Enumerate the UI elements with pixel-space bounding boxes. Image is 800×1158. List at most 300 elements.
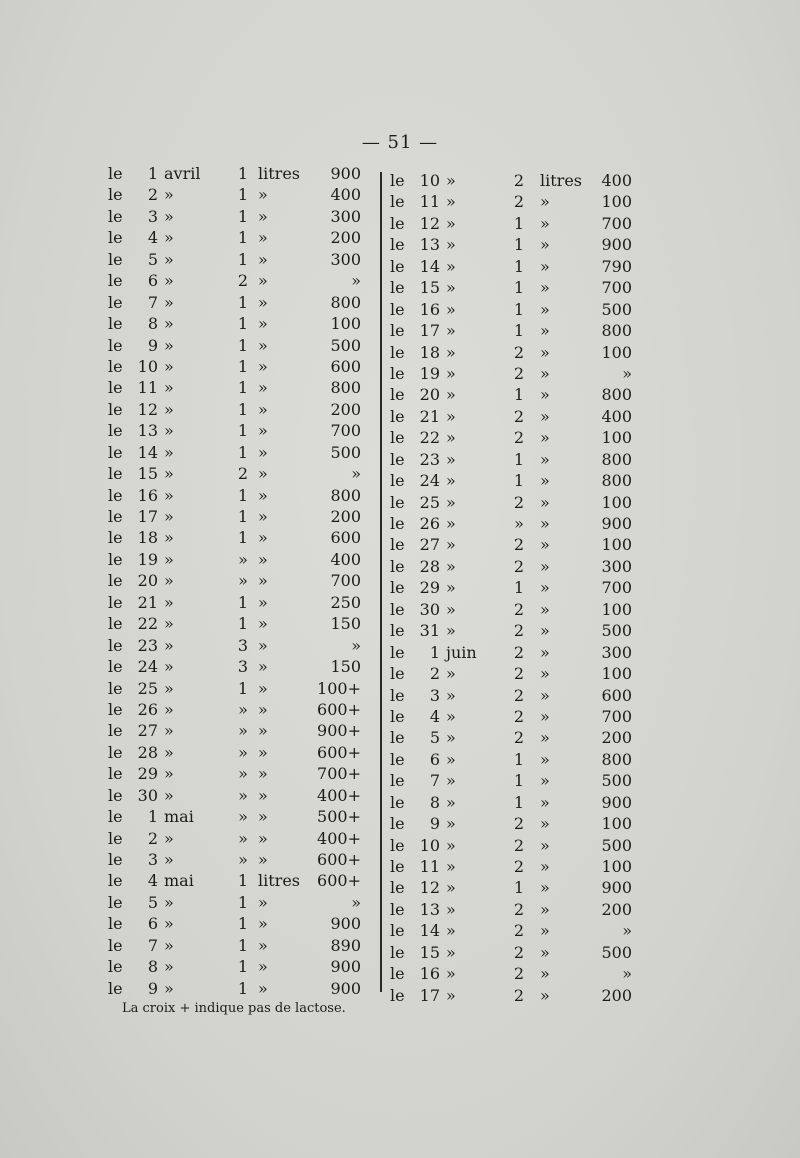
row-amount: 400 — [330, 549, 361, 569]
row-unit: » — [258, 528, 268, 548]
row-unit: » — [540, 985, 550, 1005]
row-day: 12 — [419, 213, 440, 233]
row-le: le — [390, 664, 405, 684]
row-le: le — [108, 206, 123, 226]
row-le: le — [108, 657, 123, 677]
row-liters: » — [238, 807, 248, 827]
row-amount: 900 — [330, 914, 361, 934]
row-le: le — [108, 528, 123, 548]
row-le: le — [390, 406, 405, 426]
row-unit: » — [540, 771, 550, 791]
row-amount: 800 — [330, 485, 361, 505]
row-month: » — [164, 892, 174, 912]
row-month: » — [164, 507, 174, 526]
row-month: » — [164, 335, 174, 355]
row-day: 23 — [419, 449, 440, 469]
row-le: le — [390, 299, 405, 319]
row-unit: » — [258, 828, 268, 848]
row-le: le — [108, 314, 123, 334]
row-day: 30 — [137, 785, 158, 805]
row-unit: » — [540, 363, 550, 383]
row-day: 24 — [137, 657, 158, 677]
row-unit: » — [540, 664, 550, 684]
row-liters: 1 — [513, 299, 525, 319]
row-day: 14 — [419, 256, 440, 276]
row-liters: 1 — [237, 314, 249, 334]
row-amount: 100 — [601, 599, 632, 619]
row-month: » — [164, 657, 174, 677]
row-le: le — [390, 492, 405, 512]
row-le: le — [390, 942, 405, 962]
row-month: » — [164, 399, 174, 419]
row-month: » — [164, 850, 174, 869]
row-liters: » — [238, 785, 248, 805]
row-liters: 1 — [513, 471, 525, 491]
row-month: » — [164, 957, 174, 977]
row-liters: » — [238, 850, 248, 869]
row-le: le — [390, 749, 405, 769]
row-liters: 2 — [513, 192, 525, 212]
row-le: le — [390, 385, 405, 405]
row-liters: 1 — [237, 507, 249, 526]
row-le: le — [390, 878, 405, 898]
row-month: » — [164, 678, 174, 698]
row-amount: 400 — [601, 171, 632, 190]
row-day: 25 — [137, 678, 158, 698]
row-amount: » — [351, 892, 361, 912]
row-le: le — [390, 964, 405, 984]
row-month: » — [164, 206, 174, 226]
row-day: 26 — [419, 514, 440, 533]
row-amount: 500+ — [317, 807, 361, 827]
row-unit: » — [258, 592, 268, 612]
row-liters: 2 — [513, 964, 525, 984]
row-amount: 900 — [330, 978, 361, 998]
row-le: le — [108, 850, 123, 869]
row-amount: 890 — [330, 935, 361, 955]
row-le: le — [108, 957, 123, 977]
row-liters: 1 — [513, 578, 525, 598]
row-le: le — [108, 421, 123, 441]
row-amount: 900 — [330, 164, 361, 183]
row-month: » — [164, 828, 174, 848]
row-day: 27 — [137, 721, 158, 741]
row-unit: » — [540, 471, 550, 491]
row-liters: 2 — [513, 621, 525, 641]
row-liters: 3 — [237, 657, 249, 677]
row-liters: 1 — [513, 749, 525, 769]
row-day: 15 — [419, 278, 440, 298]
row-le: le — [108, 742, 123, 762]
row-le: le — [390, 899, 405, 919]
row-le: le — [390, 449, 405, 469]
row-day: 15 — [419, 942, 440, 962]
row-liters: 1 — [237, 485, 249, 505]
row-amount: 600+ — [317, 699, 361, 719]
row-le: le — [390, 213, 405, 233]
row-amount: 500 — [601, 942, 632, 962]
row-day: 7 — [147, 935, 158, 955]
row-day: 17 — [137, 507, 158, 526]
row-day: 17 — [419, 321, 440, 341]
row-unit: litres — [258, 871, 300, 891]
row-amount: 100 — [330, 314, 361, 334]
row-amount: 200 — [330, 228, 361, 248]
row-day: 11 — [419, 857, 440, 876]
row-liters: 1 — [237, 228, 249, 248]
row-day: 19 — [137, 549, 158, 569]
row-day: 3 — [147, 206, 158, 226]
row-amount: 100 — [601, 492, 632, 512]
row-liters: 1 — [513, 213, 525, 233]
row-liters: 1 — [513, 256, 525, 276]
row-liters: » — [238, 764, 248, 784]
row-liters: 2 — [513, 728, 525, 748]
row-day: 4 — [429, 706, 440, 726]
row-liters: 1 — [513, 792, 525, 812]
row-month: » — [446, 771, 456, 791]
row-amount: 500 — [330, 442, 361, 462]
row-le: le — [390, 256, 405, 276]
row-day: 13 — [419, 899, 440, 919]
row-unit: » — [540, 213, 550, 233]
row-le: le — [108, 571, 123, 591]
page-number: — 51 — — [361, 132, 439, 153]
row-month: » — [446, 492, 456, 512]
row-le: le — [390, 428, 405, 448]
row-le: le — [108, 292, 123, 312]
footnote: La croix + indique pas de lactose. — [122, 1001, 346, 1016]
row-day: 10 — [137, 356, 158, 376]
row-month: » — [446, 363, 456, 383]
row-month: » — [446, 664, 456, 684]
row-unit: » — [540, 899, 550, 919]
row-month: » — [164, 292, 174, 312]
row-month: » — [164, 485, 174, 505]
row-le: le — [108, 785, 123, 805]
row-month: » — [446, 385, 456, 405]
row-le: le — [108, 485, 123, 505]
row-amount: 500 — [601, 835, 632, 855]
row-amount: 100 — [601, 857, 632, 876]
row-unit: » — [258, 678, 268, 698]
row-amount: 500 — [601, 299, 632, 319]
row-unit: » — [258, 378, 268, 398]
row-unit: » — [540, 599, 550, 619]
row-day: 2 — [147, 828, 158, 848]
row-amount: 300 — [330, 249, 361, 269]
row-day: 3 — [147, 850, 158, 869]
row-day: 6 — [147, 271, 158, 291]
row-le: le — [390, 278, 405, 298]
row-liters: » — [238, 571, 248, 591]
row-unit: » — [540, 706, 550, 726]
row-day: 8 — [147, 314, 158, 334]
row-day: 17 — [419, 985, 440, 1005]
row-le: le — [108, 635, 123, 655]
row-unit: » — [258, 399, 268, 419]
row-unit: » — [540, 792, 550, 812]
row-month: » — [446, 857, 456, 876]
column-divider — [380, 172, 382, 992]
row-liters: 1 — [237, 528, 249, 548]
row-unit: » — [540, 685, 550, 705]
row-day: 26 — [137, 699, 158, 719]
row-le: le — [390, 599, 405, 619]
row-le: le — [108, 399, 123, 419]
row-le: le — [390, 792, 405, 812]
row-month: » — [446, 449, 456, 469]
row-liters: 1 — [237, 185, 249, 205]
row-amount: 100+ — [317, 678, 361, 698]
row-day: 9 — [147, 335, 158, 355]
row-unit: » — [540, 535, 550, 555]
row-le: le — [390, 835, 405, 855]
row-month: » — [446, 235, 456, 255]
row-le: le — [390, 514, 405, 533]
row-le: le — [390, 642, 405, 662]
row-liters: 2 — [513, 921, 525, 941]
row-day: 9 — [429, 814, 440, 834]
row-liters: 1 — [237, 421, 249, 441]
row-day: 12 — [419, 878, 440, 898]
row-liters: 1 — [237, 957, 249, 977]
row-le: le — [390, 235, 405, 255]
row-month: » — [164, 635, 174, 655]
row-unit: » — [540, 278, 550, 298]
row-unit: » — [258, 421, 268, 441]
row-month: » — [446, 942, 456, 962]
row-month: » — [446, 514, 456, 533]
row-month: » — [446, 899, 456, 919]
row-liters: 2 — [513, 664, 525, 684]
row-amount: 250 — [330, 592, 361, 612]
row-month: » — [446, 342, 456, 362]
row-unit: litres — [258, 164, 300, 183]
row-amount: 600+ — [317, 850, 361, 869]
row-liters: 2 — [237, 271, 249, 291]
row-unit: » — [258, 764, 268, 784]
row-unit: » — [540, 835, 550, 855]
row-day: 10 — [419, 171, 440, 190]
row-day: 13 — [419, 235, 440, 255]
row-amount: 700 — [601, 278, 632, 298]
row-unit: » — [258, 957, 268, 977]
row-month: » — [446, 706, 456, 726]
row-amount: 300 — [601, 556, 632, 576]
row-day: 29 — [419, 578, 440, 598]
row-liters: 1 — [237, 249, 249, 269]
row-le: le — [108, 592, 123, 612]
row-month: » — [164, 614, 174, 634]
row-amount: 100 — [601, 535, 632, 555]
row-le: le — [390, 985, 405, 1005]
row-day: 28 — [137, 742, 158, 762]
row-amount: 800 — [330, 292, 361, 312]
row-le: le — [108, 721, 123, 741]
row-unit: » — [258, 571, 268, 591]
row-liters: » — [238, 742, 248, 762]
row-le: le — [390, 171, 405, 190]
row-unit: » — [540, 642, 550, 662]
row-amount: 600+ — [317, 742, 361, 762]
row-le: le — [390, 706, 405, 726]
row-unit: » — [540, 964, 550, 984]
row-unit: » — [540, 514, 550, 533]
row-unit: » — [258, 314, 268, 334]
row-day: 16 — [419, 964, 440, 984]
row-amount: 300 — [330, 206, 361, 226]
row-amount: 300 — [601, 642, 632, 662]
row-unit: » — [258, 892, 268, 912]
row-unit: » — [258, 464, 268, 484]
row-liters: 1 — [237, 592, 249, 612]
row-month: » — [164, 721, 174, 741]
row-day: 1 — [147, 807, 158, 827]
row-month: » — [164, 914, 174, 934]
row-day: 12 — [137, 399, 158, 419]
row-day: 1 — [429, 642, 440, 662]
row-day: 10 — [419, 835, 440, 855]
row-day: 3 — [429, 685, 440, 705]
row-day: 15 — [137, 464, 158, 484]
row-unit: » — [540, 428, 550, 448]
row-day: 14 — [419, 921, 440, 941]
row-month: » — [164, 528, 174, 548]
row-liters: 2 — [513, 428, 525, 448]
row-month: » — [446, 535, 456, 555]
row-le: le — [108, 914, 123, 934]
row-le: le — [108, 464, 123, 484]
row-unit: » — [540, 921, 550, 941]
row-month: » — [446, 749, 456, 769]
row-le: le — [108, 978, 123, 998]
row-month: » — [446, 428, 456, 448]
row-liters: 2 — [513, 685, 525, 705]
row-unit: » — [258, 292, 268, 312]
row-le: le — [108, 442, 123, 462]
row-month: » — [446, 964, 456, 984]
row-unit: » — [258, 807, 268, 827]
row-day: 21 — [137, 592, 158, 612]
row-amount: 100 — [601, 342, 632, 362]
row-day: 31 — [419, 621, 440, 641]
row-day: 5 — [147, 249, 158, 269]
row-liters: 2 — [513, 363, 525, 383]
row-liters: 1 — [237, 292, 249, 312]
row-month: » — [446, 878, 456, 898]
row-amount: 900 — [601, 514, 632, 533]
row-month: » — [164, 464, 174, 484]
row-unit: » — [540, 256, 550, 276]
row-amount: 500 — [330, 335, 361, 355]
row-month: » — [446, 213, 456, 233]
row-amount: 100 — [601, 192, 632, 212]
row-le: le — [108, 871, 123, 891]
row-le: le — [108, 678, 123, 698]
row-le: le — [390, 685, 405, 705]
row-day: 2 — [429, 664, 440, 684]
row-liters: 1 — [237, 935, 249, 955]
row-unit: » — [258, 721, 268, 741]
row-day: 30 — [419, 599, 440, 619]
row-le: le — [108, 164, 123, 183]
row-day: 28 — [419, 556, 440, 576]
row-day: 24 — [419, 471, 440, 491]
row-amount: 900+ — [317, 721, 361, 741]
row-day: 11 — [137, 378, 158, 398]
row-liters: 2 — [513, 835, 525, 855]
row-unit: » — [540, 857, 550, 876]
row-liters: 1 — [513, 385, 525, 405]
row-month: » — [164, 185, 174, 205]
row-month: » — [164, 442, 174, 462]
row-liters: 1 — [237, 206, 249, 226]
row-month: » — [446, 814, 456, 834]
row-amount: » — [622, 921, 632, 941]
row-liters: 1 — [237, 871, 249, 891]
row-day: 25 — [419, 492, 440, 512]
row-month: » — [446, 599, 456, 619]
row-month: » — [446, 685, 456, 705]
row-amount: 600 — [601, 685, 632, 705]
row-day: 8 — [429, 792, 440, 812]
row-day: 22 — [137, 614, 158, 634]
row-day: 21 — [419, 406, 440, 426]
row-liters: » — [238, 828, 248, 848]
row-month: » — [446, 278, 456, 298]
row-month: » — [446, 299, 456, 319]
row-amount: 200 — [601, 899, 632, 919]
row-le: le — [390, 621, 405, 641]
row-amount: 900 — [601, 792, 632, 812]
row-le: le — [108, 935, 123, 955]
row-unit: » — [540, 621, 550, 641]
row-le: le — [390, 728, 405, 748]
row-month: » — [164, 785, 174, 805]
row-liters: 2 — [513, 406, 525, 426]
row-unit: » — [540, 492, 550, 512]
row-unit: » — [540, 406, 550, 426]
row-month: » — [446, 256, 456, 276]
row-liters: » — [238, 699, 248, 719]
row-amount: 700 — [330, 571, 361, 591]
row-amount: 500 — [601, 771, 632, 791]
row-unit: » — [540, 385, 550, 405]
row-amount: 200 — [601, 985, 632, 1005]
row-le: le — [108, 699, 123, 719]
row-unit: » — [258, 635, 268, 655]
row-month: » — [446, 835, 456, 855]
row-le: le — [390, 535, 405, 555]
row-liters: 1 — [237, 614, 249, 634]
row-month: » — [164, 935, 174, 955]
row-month: » — [164, 592, 174, 612]
row-amount: 400 — [601, 406, 632, 426]
row-liters: 1 — [237, 892, 249, 912]
row-day: 18 — [419, 342, 440, 362]
row-unit: » — [258, 935, 268, 955]
row-amount: 400+ — [317, 828, 361, 848]
row-month: » — [446, 985, 456, 1005]
row-amount: 900 — [601, 235, 632, 255]
row-unit: » — [540, 878, 550, 898]
row-month: » — [164, 378, 174, 398]
row-unit: litres — [540, 171, 582, 190]
row-month: » — [446, 556, 456, 576]
row-le: le — [390, 471, 405, 491]
row-amount: 800 — [601, 749, 632, 769]
